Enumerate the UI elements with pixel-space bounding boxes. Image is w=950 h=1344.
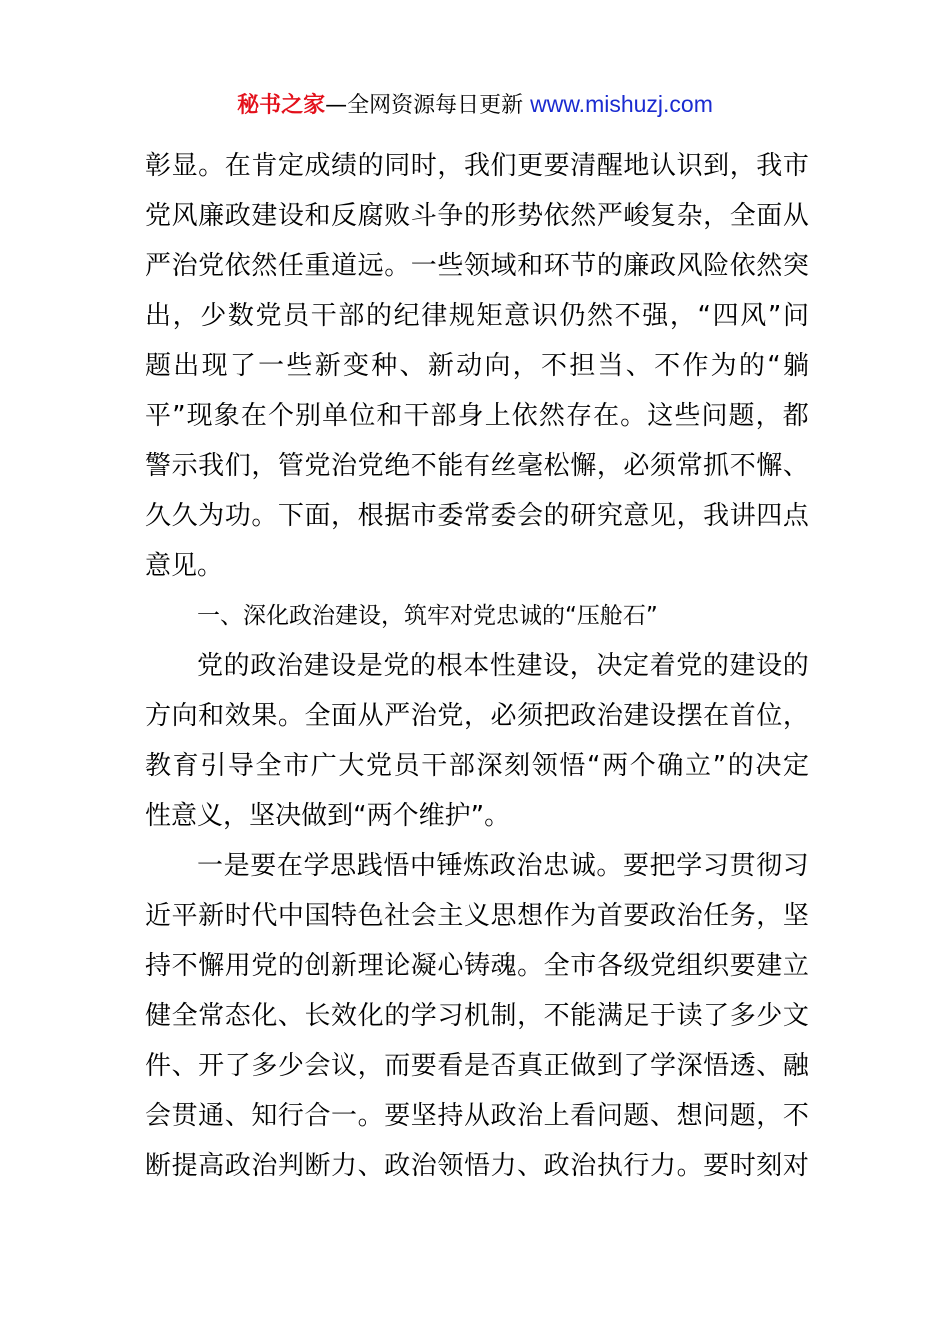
text-line: 党 的 政 治 建 设 是 党 的 根 本 性 建 设 ， 决 定 着 党 的 建 设 的: [197, 651, 809, 681]
text-line: 意 见 。: [145, 551, 224, 581]
site-brand: 秘书之家: [237, 93, 326, 118]
site-header: [0, 86, 950, 124]
text-line: 持 不 懈 用 党 的 创 新 理 论 凝 心 铸 魂 。 全 市 各 级 党 组 织 要 建 立: [145, 951, 809, 981]
text-line: 题 出 现 了 一 些 新 变 种 、 新 动 向 ， 不 担 当 、 不 作 为 的 “ 躺: [145, 351, 809, 381]
text-line: 党 风 廉 政 建 设 和 反 腐 败 斗 争 的 形 势 依 然 严 峻 复 杂 ， 全 面 从: [145, 201, 809, 231]
text-line: 健 全 常 态 化 、 长 效 化 的 学 习 机 制 ， 不 能 满 足 于 读 了 多 少 文: [145, 1001, 809, 1031]
site-tagline: —全网资源每日更新: [325, 93, 531, 118]
text-line: 警 示 我 们 ， 管 党 治 党 绝 不 能 有 丝 毫 松 懈 ， 必 须 常 抓 不 懈 、: [145, 451, 809, 481]
text-line: 教 育 引 导 全 市 广 大 党 员 干 部 深 刻 领 悟 “ 两 个 确 立 ” 的 决 定: [145, 751, 809, 781]
text-line: 出 ， 少 数 党 员 干 部 的 纪 律 规 矩 意 识 仍 然 不 强 ， “ 四 风 ” 问: [145, 301, 809, 331]
text-line: 一 是 要 在 学 思 践 悟 中 锤 炼 政 治 忠 诚 。 要 把 学 习 贯 彻 习: [197, 851, 809, 881]
text-line: 断 提 高 政 治 判 断 力 、 政 治 领 悟 力 、 政 治 执 行 力 。 要 时 刻 对: [145, 1151, 809, 1181]
text-line: 彰 显 。 在 肯 定 成 绩 的 同 时 ， 我 们 更 要 清 醒 地 认 识 到 ， 我 市: [145, 151, 809, 181]
text-line: 严 治 党 依 然 任 重 道 远 。 一 些 领 域 和 环 节 的 廉 政 风 险 依 然 突: [145, 251, 809, 281]
text-line: 会 贯 通 、 知 行 合 一 。 要 坚 持 从 政 治 上 看 问 题 、 想 问 题 ， 不: [145, 1101, 809, 1131]
text-line: 久 久 为 功 。 下 面 ， 根 据 市 委 常 委 会 的 研 究 意 见 ， 我 讲 四 点: [145, 501, 809, 531]
text-line: 平 ” 现 象 在 个 别 单 位 和 干 部 身 上 依 然 存 在 。 这 些 问 题 ， 都: [145, 401, 809, 431]
text-line: 件 、 开 了 多 少 会 议 ， 而 要 看 是 否 真 正 做 到 了 学 深 悟 透 、 融: [145, 1051, 809, 1081]
section-heading: 一 、 深 化 政 治 建 设 ， 筑 牢 对 党 忠 诚 的 “ 压 舱 石 ”: [197, 603, 658, 629]
text-line: 近 平 新 时 代 中 国 特 色 社 会 主 义 思 想 作 为 首 要 政 治 任 务 ， 坚: [145, 901, 809, 931]
text-line: 性 意 义 ， 坚 决 做 到 “ 两 个 维 护 ” 。: [145, 801, 511, 831]
text-line: 方 向 和 效 果 。 全 面 从 严 治 党 ， 必 须 把 政 治 建 设 摆 在 首 位 ，: [145, 701, 809, 731]
document-body: [145, 146, 809, 1196]
site-url-link[interactable]: www.mishuzj.com: [530, 91, 713, 117]
